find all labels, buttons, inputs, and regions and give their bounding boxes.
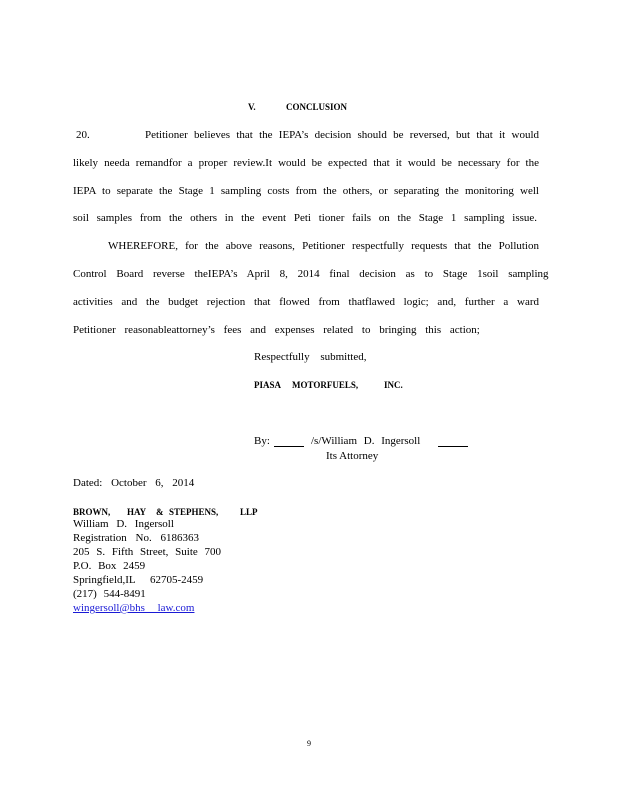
- signature-line-left: [274, 436, 304, 447]
- attorney-title: Its Attorney: [326, 450, 379, 462]
- paragraph-line: likely needa remandfor a proper review.It would be expected that it would be necessary for the: [73, 157, 539, 169]
- firm-name-part: BROWN,: [73, 507, 111, 517]
- address-line: 205 S. Fifth Street, Suite 700: [73, 546, 222, 558]
- date-line: Dated: October 6, 2014: [73, 477, 195, 489]
- registration-number: Registration No. 6186363: [73, 532, 199, 544]
- by-label: By:: [254, 435, 270, 447]
- company-name-part: INC.: [384, 380, 403, 390]
- po-box: P.O. Box 2459: [73, 560, 146, 572]
- company-name-part: PIASA: [254, 380, 282, 390]
- firm-name-part: LLP: [240, 507, 258, 517]
- phone-number: (217) 544-8491: [73, 588, 146, 600]
- respectfully-submitted: Respectfully submitted,: [254, 351, 367, 363]
- company-name-part: MOTORFUELS,: [292, 380, 359, 390]
- signature-line-right: [438, 436, 468, 447]
- firm-name-part: STEPHENS,: [169, 507, 219, 517]
- paragraph-line: Petitioner believes that the IEPA’s decision should be reversed, but that it would: [145, 129, 539, 141]
- wherefore-line: Control Board reverse theIEPA’s April 8, 2014 final decision as to Stage 1soil sampling: [73, 268, 549, 280]
- wherefore-line: activities and the budget rejection that flowed from thatflawed logic; and, further a ward: [73, 296, 539, 308]
- signature: /s/William D. Ingersoll: [311, 435, 421, 447]
- page-number: 9: [307, 739, 311, 748]
- attorney-name: William D. Ingersoll: [73, 518, 174, 530]
- paragraph-line: soil samples from the others in the event Peti tioner fails on the Stage 1 sampling issue.: [73, 212, 538, 224]
- wherefore-line: WHEREFORE, for the above reasons, Petitioner respectfully requests that the Pollution: [108, 240, 539, 252]
- firm-name-part: HAY: [127, 507, 147, 517]
- section-title: CONCLUSION: [286, 102, 348, 112]
- paragraph-number: 20.: [76, 129, 90, 141]
- wherefore-line: Petitioner reasonableattorney’s fees and expenses related to bringing this action;: [73, 324, 480, 336]
- paragraph-line: IEPA to separate the Stage 1 sampling costs from the others, or separating the monitoring well: [73, 185, 539, 197]
- section-number: V.: [248, 102, 256, 112]
- firm-name-part: &: [156, 507, 164, 517]
- city-state-zip: Springfield,IL 62705-2459: [73, 574, 204, 586]
- email-link[interactable]: wingersoll@bhs law.com: [73, 602, 195, 614]
